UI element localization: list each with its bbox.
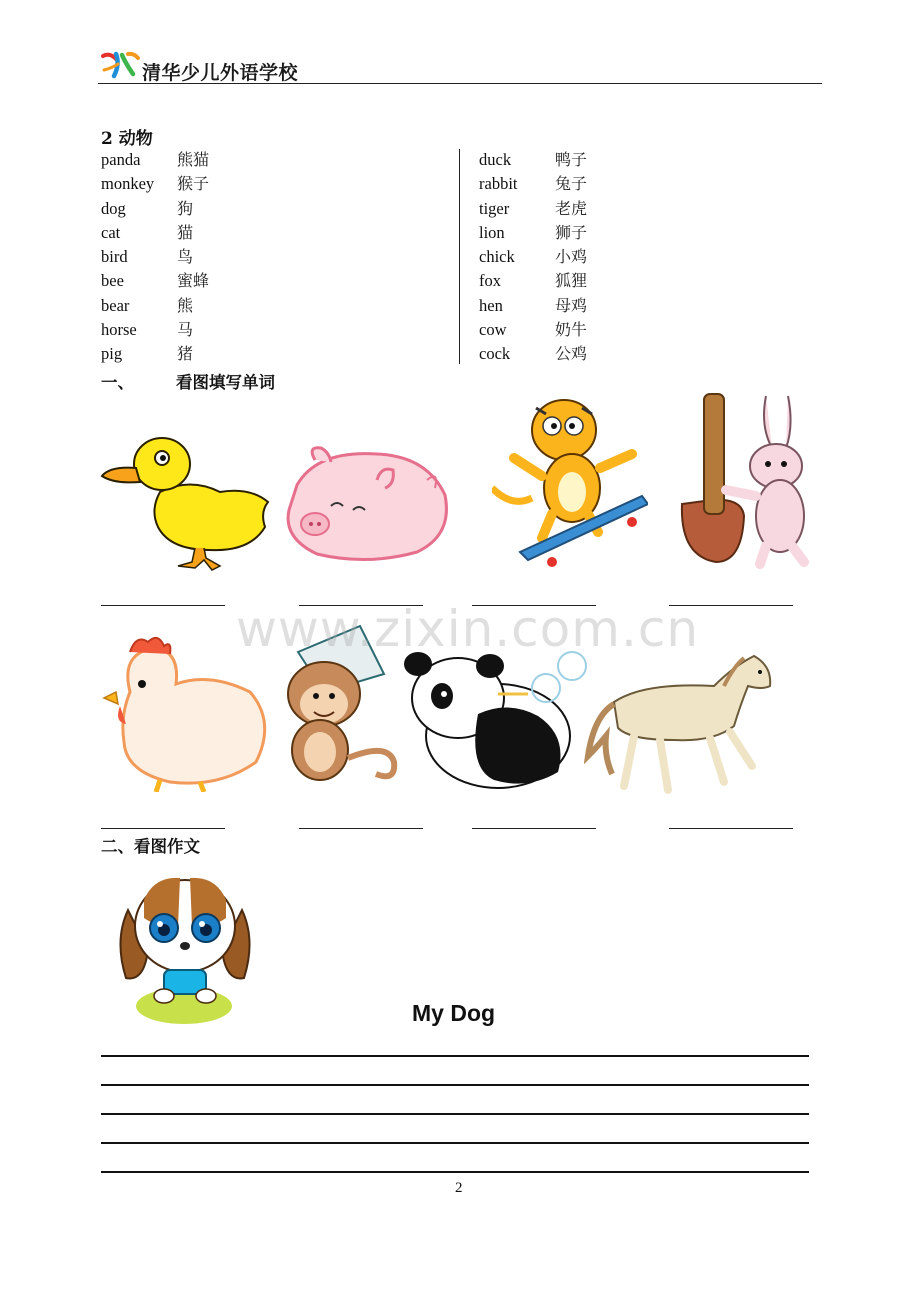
vocab-row [479,342,587,366]
vocab-english: bee [101,271,124,291]
vocab-chinese: 猫 [177,222,194,242]
puppy-icon [114,870,256,1026]
exercise2-title: 二、看图作文 [101,837,200,856]
vocab-row [479,245,587,269]
vocab-row [101,148,209,172]
vocab-english: tiger [479,198,510,218]
school-name: 清华少儿外语学校 [142,62,299,84]
vocab-row [101,245,209,269]
vocab-chinese: 老虎 [555,198,588,218]
vocab-english: cow [479,320,507,340]
rabbit-mortar-icon [676,386,822,570]
vocab-chinese: 母鸡 [555,295,588,315]
vocab-chinese: 鸭子 [555,150,588,169]
vocab-chinese: 狗 [177,198,194,218]
tiger-skateboard-icon [492,388,648,568]
vocab-english: monkey [101,174,155,194]
writing-line[interactable] [101,1142,809,1144]
horse-icon [584,646,776,794]
vocab-row [479,294,587,318]
vocab-chinese: 鸟 [177,247,194,267]
vocab-row [101,342,209,366]
panda-icon [398,640,592,792]
vocab-row [101,221,209,245]
vocab-chinese: 熊 [177,295,194,315]
vocab-row [101,172,209,196]
vocab-chinese: 狐狸 [555,271,588,291]
vocab-chinese: 公鸡 [555,344,588,364]
writing-line[interactable] [101,1055,809,1057]
vocab-english: cat [101,222,121,242]
vocab-row [479,197,587,221]
answer-blank[interactable] [101,605,225,606]
vocab-chinese: 兔子 [555,174,588,194]
vocab-english: horse [101,320,137,340]
vocab-chinese: 马 [177,320,194,340]
watermark: www.zixin.com.cn [236,600,700,658]
vocab-section-title: 2 动物 [101,129,153,149]
exercise1-title: 看图填写单词 [176,373,275,392]
vocab-english: pig [101,344,123,364]
answer-blank[interactable] [299,828,423,829]
vocab-row [479,172,587,196]
school-logo-icon [100,50,140,80]
vocab-row [479,221,587,245]
vocab-chinese: 奶牛 [555,320,588,340]
vocab-english: bird [101,247,128,267]
vocab-english: chick [479,247,515,267]
vocab-column-left [101,148,209,367]
vocab-row [101,294,209,318]
vocab-english: bear [101,295,130,315]
vocab-chinese: 小鸡 [555,247,588,267]
vocab-english: dog [101,198,126,218]
vocab-row [479,318,587,342]
vocab-row [101,197,209,221]
answer-blank[interactable] [669,828,793,829]
vocab-row [479,269,587,293]
writing-line[interactable] [101,1084,809,1086]
vocab-chinese: 狮子 [555,222,588,242]
vocab-english: fox [479,271,501,291]
vocab-chinese: 猪 [177,344,194,364]
vocab-row [101,318,209,342]
vocab-column-right [479,148,587,367]
duck-icon [100,432,272,572]
writing-line[interactable] [101,1113,809,1115]
vocab-chinese: 猴子 [177,174,210,194]
vocab-chinese: 蜜蜂 [177,271,210,291]
vocab-english: rabbit [479,174,518,194]
answer-blank[interactable] [472,828,596,829]
vocab-chinese: 熊猫 [177,150,210,169]
exercise1-number: 一、 [101,373,134,392]
essay-title: My Dog [412,1000,496,1026]
vocab-row [101,269,209,293]
vocab-english: hen [479,295,503,315]
vocab-english: lion [479,222,505,242]
writing-line[interactable] [101,1171,809,1173]
vocab-english: panda [101,150,141,169]
page-number: 2 [455,1180,463,1196]
vocab-divider [459,149,460,364]
vocab-english: cock [479,344,511,364]
header-rule [98,83,822,84]
pig-icon [277,440,455,570]
vocab-row [479,148,587,172]
answer-blank[interactable] [101,828,225,829]
vocab-english: duck [479,150,512,169]
